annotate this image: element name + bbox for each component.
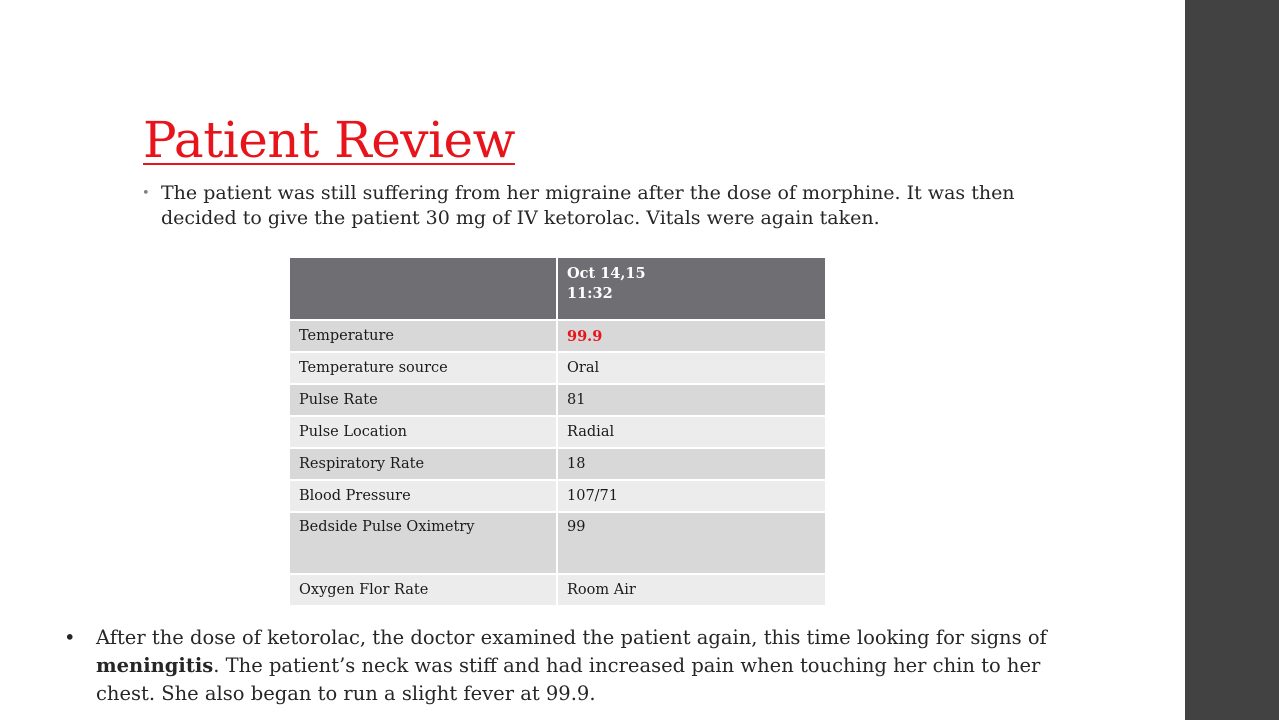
row-label: Temperature <box>289 320 557 352</box>
table-header-row <box>289 257 826 320</box>
table-row <box>289 352 826 384</box>
row-value: 107/71 <box>557 480 826 512</box>
row-value: 81 <box>557 384 826 416</box>
row-label: Bedside Pulse Oximetry <box>289 512 557 574</box>
row-label: Pulse Location <box>289 416 557 448</box>
row-label: Pulse Rate <box>289 384 557 416</box>
table-row <box>289 448 826 480</box>
row-value: Oral <box>557 352 826 384</box>
row-label: Temperature source <box>289 352 557 384</box>
right-sidebar-bar <box>1185 0 1279 720</box>
row-value: Room Air <box>557 574 826 606</box>
table-row <box>289 416 826 448</box>
row-value: Radial <box>557 416 826 448</box>
row-label: Blood Pressure <box>289 480 557 512</box>
table-row <box>289 320 826 352</box>
header-time: 11:32 <box>567 285 613 302</box>
bullet-text-1: The patient was still suffering from her migraine after the dose of morphine. It was then decided to give the patient 30 mg of IV ketorolac. Vitals were again taken. <box>161 182 1015 229</box>
bullet-dot-icon: • <box>142 186 150 201</box>
table-row <box>289 574 826 606</box>
vitals-table <box>288 256 827 607</box>
row-label: Respiratory Rate <box>289 448 557 480</box>
table-row <box>289 512 826 574</box>
slide-title: Patient Review <box>143 111 515 169</box>
table-row <box>289 384 826 416</box>
row-value: 99 <box>557 512 826 574</box>
bullet-2-text-start: After the dose of ketorolac, the doctor examined the patient again, this time looking for signs of <box>96 626 1047 649</box>
header-cell-empty <box>289 257 557 320</box>
bullet-text-2 <box>96 624 1074 708</box>
bullet-2-bold-term: meningitis <box>96 654 214 677</box>
bullet-dot-icon: • <box>64 626 76 649</box>
bullet-item-1 <box>142 181 1042 231</box>
bullet-item-2 <box>64 624 1074 708</box>
row-label: Oxygen Flor Rate <box>289 574 557 606</box>
row-value-highlight: 99.9 <box>557 320 826 352</box>
bullet-2-text-end: . The patient’s neck was stiff and had increased pain when touching her chin to her chest. She also began to run a slight fever at 99.9. <box>96 654 1041 705</box>
header-date: Oct 14,15 <box>567 265 646 282</box>
table-row <box>289 480 826 512</box>
header-cell-date <box>557 257 826 320</box>
row-value: 18 <box>557 448 826 480</box>
